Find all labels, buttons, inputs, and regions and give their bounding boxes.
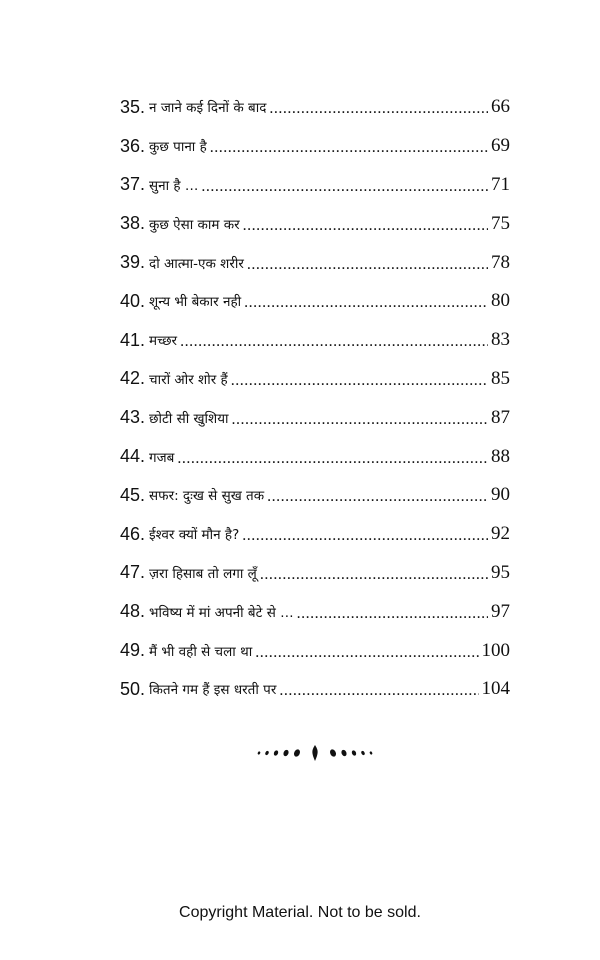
toc-entry (120, 437, 510, 476)
toc-entry-title: कुछ पाना है (149, 139, 207, 156)
toc-entry-page: 66 (491, 96, 510, 118)
toc-entry-number: 38. (120, 213, 146, 234)
toc-entry (120, 360, 510, 399)
toc-entry (120, 88, 510, 127)
toc-entry-number: 49. (120, 640, 146, 661)
dot-leader (232, 412, 488, 428)
dot-leader (297, 606, 488, 622)
dot-leader (231, 373, 488, 389)
toc-entry-title: छोटी सी खुशिया (149, 410, 229, 427)
toc-entry-title: शून्य भी बेकार नही (149, 294, 242, 311)
toc-entry-page: 100 (481, 639, 510, 661)
toc-entry (120, 204, 510, 243)
toc-entry (120, 243, 510, 282)
dot-leader (269, 101, 488, 117)
toc-entry-page: 78 (491, 251, 510, 273)
dot-leader (255, 645, 478, 661)
toc-entry (120, 282, 510, 321)
toc-entry (120, 631, 510, 670)
dot-leader (180, 334, 488, 350)
toc-entry-number: 43. (120, 407, 146, 428)
toc-entry-number: 36. (120, 135, 146, 156)
fleuron-divider-icon (255, 744, 375, 762)
toc-entry-title: ज़रा हिसाब तो लगा लूँ (149, 565, 257, 582)
toc-entry-title: ईश्वर क्यों मौन है? (149, 527, 240, 544)
dot-leader (267, 489, 488, 505)
toc-entry (120, 515, 510, 554)
table-of-contents (120, 88, 510, 709)
toc-entry (120, 592, 510, 631)
toc-entry-number: 45. (120, 484, 146, 505)
toc-entry-number: 37. (120, 174, 146, 195)
dot-leader (210, 140, 488, 156)
toc-entry-title: मैं भी वही से चला था (149, 643, 253, 660)
toc-entry-title: सफर: दुःख से सुख तक (149, 488, 265, 505)
toc-entry (120, 476, 510, 515)
toc-entry-number: 39. (120, 252, 146, 273)
toc-entry-number: 50. (120, 678, 146, 699)
toc-entry (120, 127, 510, 166)
toc-entry-page: 90 (491, 484, 510, 506)
toc-entry-number: 35. (120, 96, 146, 117)
copyright-notice: Copyright Material. Not to be sold. (179, 904, 421, 921)
toc-entry-title: गजब (149, 449, 175, 466)
toc-entry-number: 47. (120, 562, 146, 583)
toc-entry-page: 69 (491, 135, 510, 157)
toc-entry (120, 670, 510, 709)
toc-entry-page: 97 (491, 600, 510, 622)
dot-leader (244, 295, 488, 311)
dot-leader (279, 683, 478, 699)
toc-entry-page: 85 (491, 367, 510, 389)
toc-entry-number: 46. (120, 523, 146, 544)
dot-leader (201, 179, 488, 195)
toc-entry-title: भविष्य में मां अपनी बेटे से … (149, 604, 294, 621)
toc-entry (120, 166, 510, 205)
toc-entry-page: 92 (491, 523, 510, 545)
toc-entry-title: कितने गम हैं इस धरती पर (149, 682, 277, 699)
toc-entry (120, 554, 510, 593)
toc-entry-page: 83 (491, 329, 510, 351)
toc-entry (120, 398, 510, 437)
toc-entry-page: 71 (491, 173, 510, 195)
toc-entry-number: 41. (120, 329, 146, 350)
toc-entry-page: 75 (491, 212, 510, 234)
toc-entry-number: 42. (120, 368, 146, 389)
toc-entry-number: 40. (120, 290, 146, 311)
dot-leader (260, 567, 488, 583)
toc-entry-page: 88 (491, 445, 510, 467)
toc-entry-title: न जाने कई दिनों के बाद (149, 100, 267, 117)
toc-entry-title: मच्छर (149, 333, 178, 350)
dot-leader (243, 218, 488, 234)
toc-entry-title: सुना है … (149, 177, 199, 194)
dot-leader (177, 451, 488, 467)
toc-entry-title: कुछ ऐसा काम कर (149, 216, 240, 233)
toc-entry-number: 44. (120, 446, 146, 467)
toc-entry-number: 48. (120, 601, 146, 622)
toc-entry (120, 321, 510, 360)
dot-leader (247, 257, 488, 273)
toc-entry-title: दो आत्मा-एक शरीर (149, 255, 244, 272)
toc-entry-title: चारों ओर शोर हैं (149, 371, 228, 388)
toc-entry-page: 95 (491, 561, 510, 583)
toc-entry-page: 104 (481, 678, 510, 700)
dot-leader (242, 528, 488, 544)
toc-entry-page: 80 (491, 290, 510, 312)
toc-entry-page: 87 (491, 406, 510, 428)
